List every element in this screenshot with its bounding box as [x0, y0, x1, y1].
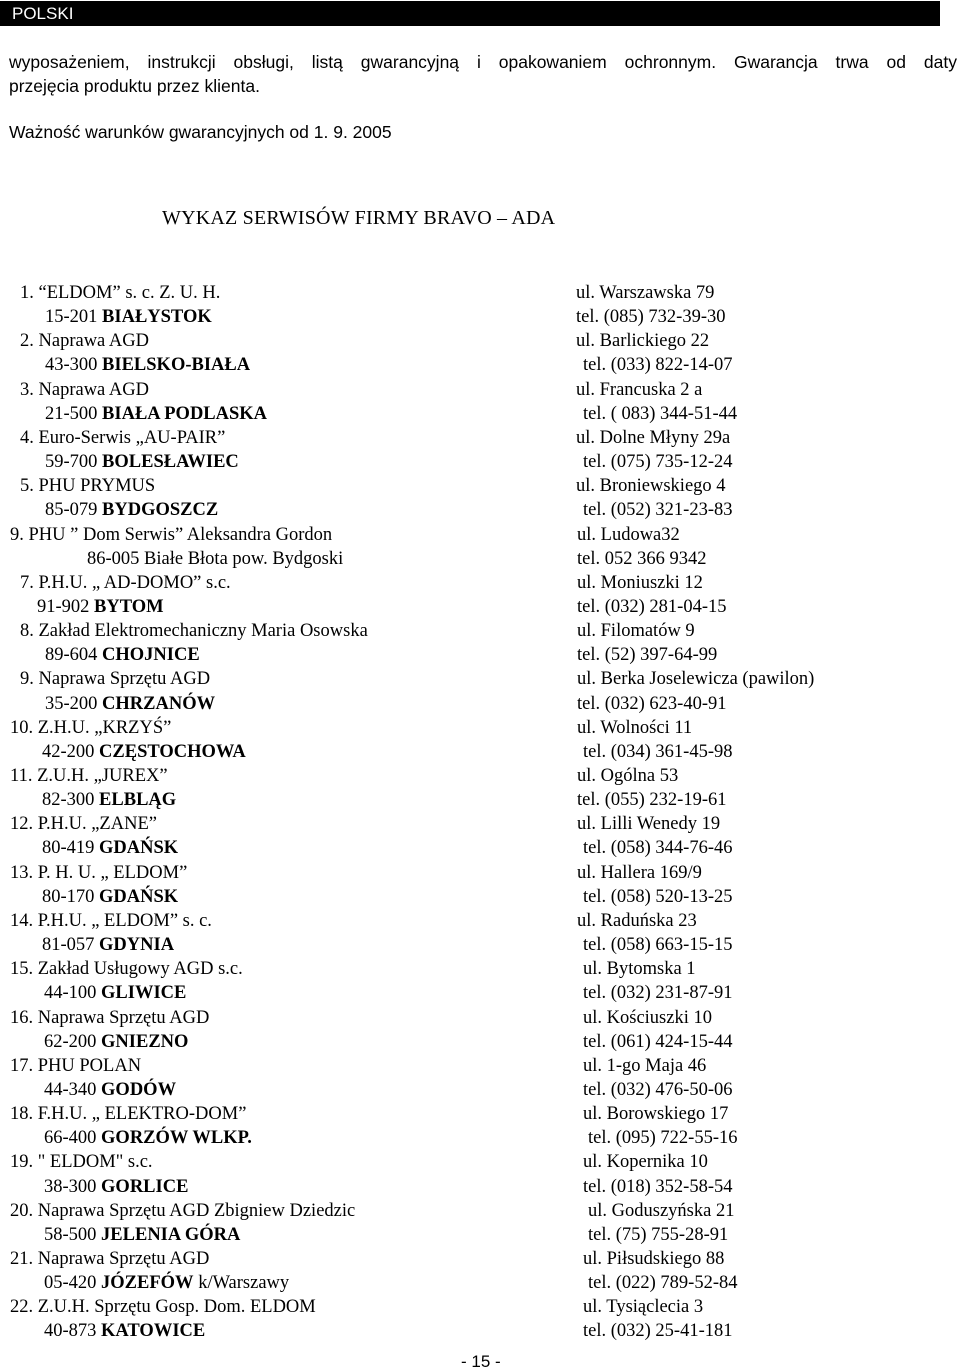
service-entry-line — [0, 812, 960, 836]
service-entry-line — [0, 523, 960, 547]
service-entry-right: ul. Dolne Młyny 29a — [576, 427, 731, 448]
service-entry-text: 21. Naprawa Sprzętu AGD — [10, 1249, 210, 1269]
service-entry-text: 21-500 — [45, 403, 103, 424]
service-entry-left — [42, 885, 178, 909]
service-entry-right: tel. (032) 281-04-15 — [577, 596, 727, 617]
service-entry-text: 86-005 Białe Błota pow. Bydgoski — [87, 548, 344, 569]
service-entry-right: ul. Moniuszki 12 — [577, 572, 703, 593]
city-name: GNIEZNO — [101, 1031, 189, 1052]
service-entry-left — [20, 378, 149, 402]
service-entry-left — [20, 426, 225, 450]
language-header-bar — [0, 1, 940, 26]
service-entry-text: 89-604 — [45, 645, 103, 666]
service-entry-line — [0, 836, 960, 860]
service-entry-line — [0, 1319, 960, 1343]
service-entry-text: 7. P.H.U. „ AD-DOMO” s.c. — [20, 572, 231, 593]
service-entry-text: 62-200 — [44, 1031, 102, 1052]
city-name: KATOWICE — [101, 1321, 206, 1342]
service-entry-left — [10, 523, 332, 547]
service-entry-line — [0, 1247, 960, 1271]
service-entry-left — [45, 643, 200, 667]
service-entry-text: 80-419 — [42, 838, 100, 859]
service-entry-right: ul. Kościuszki 10 — [583, 1007, 712, 1028]
service-entry-right: tel. (061) 424-15-44 — [583, 1031, 733, 1052]
service-entry-left — [20, 667, 210, 691]
warranty-validity-text: Ważność warunków gwarancyjnych od 1. 9. 2005 — [9, 122, 392, 142]
service-entry-line — [0, 861, 960, 885]
service-entry-text: 14. P.H.U. „ ELDOM” s. c. — [10, 910, 212, 931]
service-entry-text: 35-200 — [45, 693, 103, 714]
service-entry-right: tel. (058) 663-15-15 — [583, 935, 733, 956]
service-entry-right: tel. (032) 25-41-181 — [583, 1321, 733, 1342]
service-entry-line — [0, 692, 960, 716]
service-entry-left — [37, 595, 164, 619]
service-entry-line — [0, 378, 960, 402]
service-entry-line — [0, 885, 960, 909]
service-entry-right: ul. Barlickiego 22 — [576, 331, 710, 352]
service-entry-left — [44, 1078, 176, 1102]
service-entry-text: 3. Naprawa AGD — [20, 379, 149, 400]
city-name: CHRZANÓW — [102, 693, 216, 714]
service-entry-left — [44, 1030, 188, 1054]
service-entry-text: 19. " ELDOM" s.c. — [10, 1152, 153, 1173]
service-entry-right: tel. (033) 822-14-07 — [583, 355, 733, 376]
service-entry-left — [10, 812, 157, 836]
city-name: GORLICE — [101, 1176, 189, 1197]
service-entry-line — [0, 571, 960, 595]
service-entry-line — [0, 1295, 960, 1319]
service-entry-text: 1. “ELDOM” s. c. Z. U. H. — [20, 283, 221, 303]
city-name: BIAŁYSTOK — [102, 307, 212, 328]
service-entry-text: 4. Euro-Serwis „AU-PAIR” — [20, 427, 226, 448]
service-entry-line — [0, 740, 960, 764]
service-entry-text: 81-057 — [42, 935, 100, 956]
service-entry-left — [42, 740, 246, 764]
service-entry-line — [0, 474, 960, 498]
service-entry-text: 9. Naprawa Sprzętu AGD — [20, 669, 211, 690]
service-entry-text: 58-500 — [44, 1224, 102, 1245]
service-entry-line — [0, 981, 960, 1005]
service-entry-right: tel. (058) 344-76-46 — [583, 838, 733, 859]
service-entry-text: 80-170 — [42, 886, 100, 907]
service-entry-text: 11. Z.U.H. „JUREX” — [10, 766, 168, 786]
service-entry-text: 66-400 — [44, 1128, 102, 1149]
service-entry-line — [0, 1030, 960, 1054]
service-entry-right: tel. ( 083) 344-51-44 — [583, 403, 738, 424]
intro-line-1: wyposażeniem, instrukcji obsługi, listą gwarancyjną i opakowaniem ochronnym. Gwarancja trwa od daty — [9, 52, 957, 72]
service-entry-line — [0, 305, 960, 329]
service-entry-left — [20, 619, 368, 643]
service-entry-line — [0, 547, 960, 571]
service-entry-left — [10, 1295, 316, 1319]
city-name: CHOJNICE — [102, 645, 200, 666]
service-entry-left — [44, 1223, 240, 1247]
service-entry-right: tel. (022) 789-52-84 — [588, 1273, 738, 1294]
service-entry-right: ul. Goduszyńska 21 — [588, 1200, 735, 1221]
city-name: GDYNIA — [99, 935, 175, 956]
city-name: CZĘSTOCHOWA — [99, 741, 246, 762]
service-entry-left — [10, 1054, 141, 1078]
service-entry-left — [44, 1175, 188, 1199]
service-entry-text: 5. PHU PRYMUS — [20, 476, 156, 497]
service-entry-right: ul. Francuska 2 a — [576, 379, 703, 400]
service-entry-right: ul. Borowskiego 17 — [583, 1104, 729, 1125]
service-entry-right: tel. 052 366 9342 — [577, 548, 707, 569]
service-entry-right: ul. Kopernika 10 — [583, 1152, 708, 1173]
service-entry-left — [10, 909, 212, 933]
service-entry-left — [10, 764, 168, 788]
service-list-heading: WYKAZ SERWISÓW FIRMY BRAVO – ADA — [162, 207, 556, 229]
service-entry-text: 8. Zakład Elektromechaniczny Maria Osowska — [20, 621, 368, 642]
service-entry-right: tel. (52) 397-64-99 — [577, 645, 718, 666]
service-entry-right: ul. Bytomska 1 — [583, 959, 696, 980]
service-entry-left — [10, 1006, 209, 1030]
service-entry-left — [20, 329, 149, 353]
service-entry-text: 59-700 — [45, 452, 103, 473]
service-entry-left — [10, 716, 171, 740]
service-entry-left — [44, 1126, 252, 1150]
city-name: BYDGOSZCZ — [102, 500, 219, 521]
service-entry-text: 13. P. H. U. „ ELDOM” — [10, 862, 188, 883]
service-entry-left — [42, 836, 178, 860]
service-entry-text: 15. Zakład Usługowy AGD s.c. — [10, 959, 243, 980]
service-entry-text: 12. P.H.U. „ZANE” — [10, 814, 157, 835]
service-entry-left — [42, 788, 176, 812]
city-name: JÓZEFÓW — [101, 1273, 194, 1294]
service-entry-line — [0, 1271, 960, 1295]
service-entry-left — [44, 1319, 205, 1343]
service-entry-left — [45, 498, 218, 522]
city-name: BYTOM — [94, 596, 164, 617]
service-entry-line — [0, 595, 960, 619]
service-entry-right: ul. Lilli Wenedy 19 — [577, 814, 721, 835]
city-name: GLIWICE — [101, 983, 187, 1004]
service-entry-text: 22. Z.U.H. Sprzętu Gosp. Dom. ELDOM — [10, 1297, 316, 1318]
service-entry-left — [10, 957, 243, 981]
service-entry-right: tel. (095) 722-55-16 — [588, 1128, 738, 1149]
service-entry-right: ul. Ogólna 53 — [577, 766, 679, 786]
service-entry-text: 17. PHU POLAN — [10, 1055, 142, 1076]
service-entry-left — [10, 1150, 153, 1174]
service-entry-right: tel. (034) 361-45-98 — [583, 741, 733, 762]
service-entry-right: tel. (75) 755-28-91 — [588, 1224, 729, 1245]
service-entry-line — [0, 450, 960, 474]
city-name: GDAŃSK — [99, 838, 179, 859]
service-entry-line — [0, 643, 960, 667]
service-entry-text: 15-201 — [45, 307, 103, 328]
service-entry-line — [0, 1150, 960, 1174]
service-entry-left — [87, 547, 343, 571]
language-label: POLSKI — [12, 4, 74, 23]
service-entry-text: 18. F.H.U. „ ELEKTRO-DOM” — [10, 1104, 247, 1125]
service-entry-line — [0, 764, 960, 788]
city-name: GDAŃSK — [99, 886, 179, 907]
service-entry-right: tel. (075) 735-12-24 — [583, 452, 733, 473]
service-entry-text: 44-100 — [44, 983, 102, 1004]
service-entry-right: tel. (032) 476-50-06 — [583, 1079, 733, 1100]
service-entry-line — [0, 909, 960, 933]
service-entry-line — [0, 1175, 960, 1199]
service-entry-line — [0, 329, 960, 353]
service-entry-right: tel. (032) 623-40-91 — [577, 693, 727, 714]
service-entry-left — [45, 305, 212, 329]
service-entry-left — [10, 861, 187, 885]
city-name: BIELSKO-BIAŁA — [102, 355, 251, 376]
city-name: GODÓW — [101, 1079, 177, 1100]
service-entry-left — [10, 1247, 209, 1271]
service-entry-left — [45, 353, 250, 377]
service-entry-text: 20. Naprawa Sprzętu AGD Zbigniew Dziedzic — [10, 1200, 356, 1221]
service-entry-right: tel. (018) 352-58-54 — [583, 1176, 733, 1197]
service-entry-text: 43-300 — [45, 355, 103, 376]
service-entry-line — [0, 1078, 960, 1102]
service-entry-right: ul. Hallera 169/9 — [577, 862, 702, 883]
service-entry-line — [0, 1223, 960, 1247]
service-entry-line — [0, 1102, 960, 1126]
service-entry-text: 05-420 — [44, 1273, 102, 1294]
service-entry-right: ul. Warszawska 79 — [576, 283, 715, 303]
service-entry-line — [0, 402, 960, 426]
service-entry-right: tel. (085) 732-39-30 — [576, 307, 726, 328]
service-entry-text: 16. Naprawa Sprzętu AGD — [10, 1007, 210, 1028]
city-name: GORZÓW WLKP. — [101, 1128, 252, 1149]
intro-paragraph — [9, 50, 957, 98]
service-entry-line — [0, 1006, 960, 1030]
service-entry-left — [20, 571, 231, 595]
service-entry-text: 44-340 — [44, 1079, 102, 1100]
service-entry-line — [0, 788, 960, 812]
page-number: - 15 - — [461, 1352, 501, 1371]
city-name: ELBLĄG — [99, 790, 177, 811]
service-entry-left — [20, 281, 220, 305]
service-entry-right: ul. Piłsudskiego 88 — [583, 1249, 725, 1269]
service-entry-line — [0, 1054, 960, 1078]
service-entry-line — [0, 716, 960, 740]
city-suffix: k/Warszawy — [193, 1273, 290, 1294]
service-entry-left — [42, 933, 174, 957]
service-entry-line — [0, 957, 960, 981]
service-entry-right: ul. Ludowa32 — [577, 524, 680, 545]
service-entry-left — [45, 450, 239, 474]
service-entry-line — [0, 281, 960, 305]
service-entry-right: ul. Wolności 11 — [577, 717, 693, 738]
service-entry-text: 85-079 — [45, 500, 103, 521]
service-entry-right: ul. Raduńska 23 — [577, 910, 697, 931]
service-entry-right: ul. 1-go Maja 46 — [583, 1055, 707, 1076]
service-entry-right: tel. (055) 232-19-61 — [577, 790, 727, 811]
service-entry-line — [0, 1199, 960, 1223]
service-entry-right: ul. Filomatów 9 — [577, 621, 695, 642]
service-entry-right: tel. (032) 231-87-91 — [583, 983, 733, 1004]
service-entry-line — [0, 619, 960, 643]
service-entry-left — [45, 692, 215, 716]
city-name: BIAŁA PODLASKA — [102, 403, 268, 424]
service-entry-text: 10. Z.H.U. „KRZYŚ” — [10, 717, 172, 738]
service-entry-left — [10, 1199, 355, 1223]
service-entry-text: 42-200 — [42, 741, 100, 762]
service-entry-right: ul. Tysiąclecia 3 — [583, 1297, 704, 1318]
service-entry-text: 2. Naprawa AGD — [20, 331, 149, 352]
service-entry-left — [45, 402, 267, 426]
service-entry-text: 82-300 — [42, 790, 100, 811]
service-entry-right: ul. Broniewskiego 4 — [576, 476, 726, 497]
service-entry-left — [44, 1271, 289, 1295]
service-entry-right: tel. (052) 321-23-83 — [583, 500, 733, 521]
service-entry-text: 9. PHU ” Dom Serwis” Aleksandra Gordon — [10, 524, 333, 545]
intro-line-2: przejęcia produktu przez klienta. — [9, 76, 260, 96]
service-entry-line — [0, 353, 960, 377]
service-entry-line — [0, 498, 960, 522]
service-entry-left — [44, 981, 186, 1005]
service-entry-left — [20, 474, 155, 498]
service-entry-line — [0, 1126, 960, 1150]
service-entry-line — [0, 933, 960, 957]
service-entry-left — [10, 1102, 246, 1126]
service-entry-right: ul. Berka Joselewicza (pawilon) — [577, 669, 815, 690]
service-entry-text: 91-902 — [37, 596, 95, 617]
city-name: BOLESŁAWIEC — [102, 452, 239, 473]
service-entry-text: 38-300 — [44, 1176, 102, 1197]
service-entry-line — [0, 667, 960, 691]
service-entry-line — [0, 426, 960, 450]
service-entry-right: tel. (058) 520-13-25 — [583, 886, 733, 907]
city-name: JELENIA GÓRA — [101, 1224, 241, 1245]
service-entry-text: 40-873 — [44, 1321, 102, 1342]
